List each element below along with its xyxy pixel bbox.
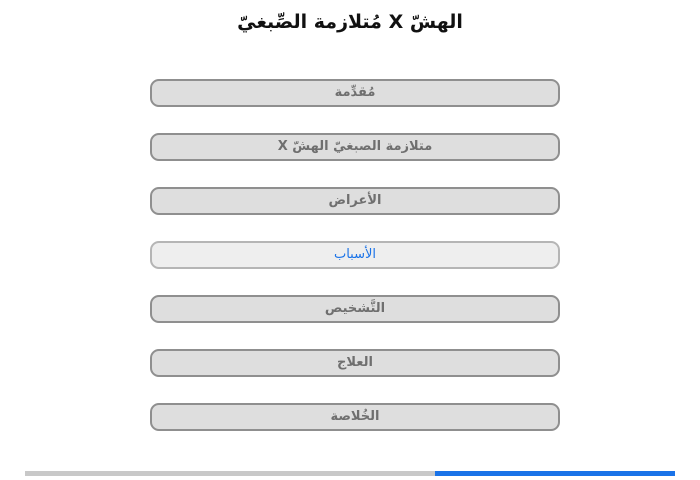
menu-item-treatment[interactable]: العلاج [150,349,560,377]
menu-item-introduction[interactable]: مُقدِّمة [150,79,560,107]
progress-bar-fill [435,471,676,476]
progress-bar [25,471,675,476]
section-menu [150,79,560,457]
page-title: الهشّ X مُتلازمة الصِّبغيّ [237,11,463,33]
menu-item-symptoms[interactable]: الأعراض [150,187,560,215]
menu-item-diagnosis[interactable]: التَّشخيص [150,295,560,323]
menu-item-fragile-x-syndrome[interactable]: متلازمة الصبغيّ الهشّ X [150,133,560,161]
menu-item-causes[interactable]: الأسباب [150,241,560,269]
menu-item-conclusion[interactable]: الخُلاصة [150,403,560,431]
